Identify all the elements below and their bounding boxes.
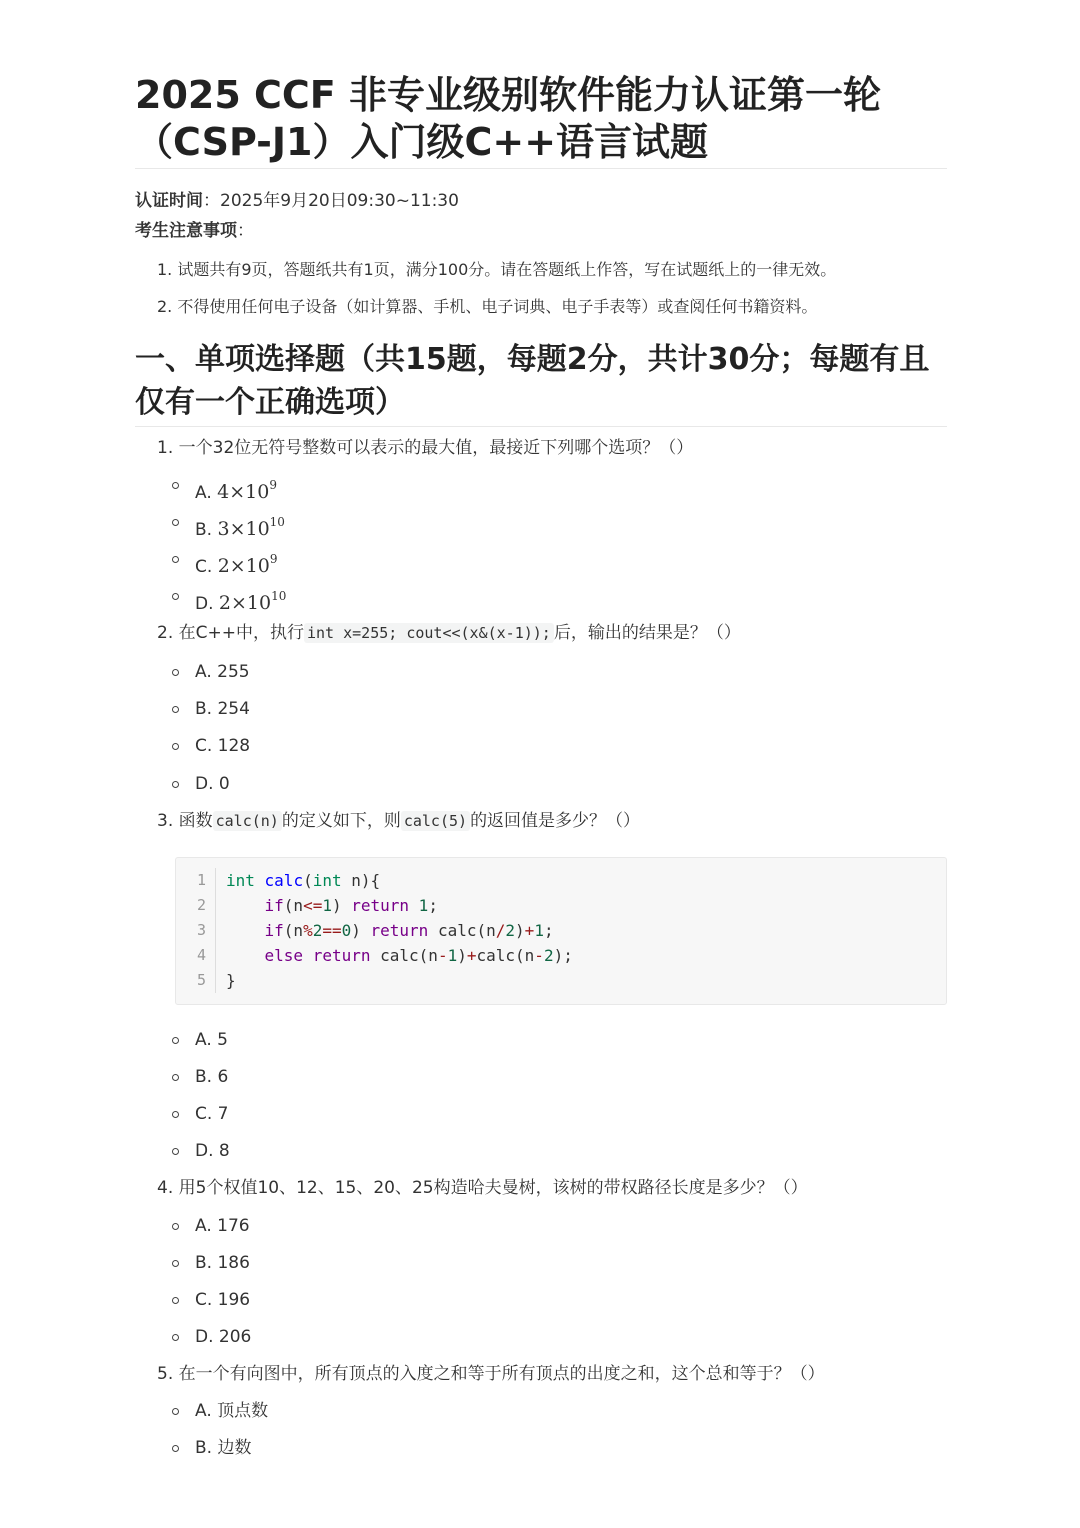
- question-2-option-c: C. 128: [195, 732, 250, 760]
- line-number: 3: [196, 921, 206, 939]
- code-line: if(n<=1) return 1;: [264, 896, 438, 915]
- question-4-option-b: B. 186: [195, 1249, 250, 1277]
- exam-time-label: 认证时间: [135, 191, 203, 211]
- question-5-option-a: A. 顶点数: [195, 1397, 268, 1425]
- line-number: 2: [196, 896, 206, 914]
- line-number-gutter: [176, 868, 216, 993]
- section-heading: [135, 338, 947, 427]
- bullet-icon: [172, 1223, 179, 1230]
- bullet-icon: [172, 482, 179, 489]
- code-line: int calc(int n){: [226, 871, 381, 890]
- bullet-icon: [172, 1037, 179, 1044]
- question-2-option-a: A. 255: [195, 658, 250, 686]
- section-heading-line-1: 一、单项选择题（共15题，每题2分，共计30分；每题有且: [135, 342, 930, 377]
- bullet-icon: [172, 1148, 179, 1155]
- bullet-icon: [172, 706, 179, 713]
- question-1-option-b: B. $3\times 10^{10}$: [195, 508, 285, 544]
- question-5-option-b: B. 边数: [195, 1434, 251, 1462]
- question-2-option-b: B. 254: [195, 695, 250, 723]
- bullet-icon: [172, 743, 179, 750]
- inline-code: calc(n): [213, 811, 282, 831]
- question-3-option-b: B. 6: [195, 1063, 228, 1091]
- question-1-option-c: C. $2\times 10^9$: [195, 545, 278, 581]
- notes-heading: 考生注意事项：: [135, 221, 254, 241]
- line-number: 5: [196, 971, 206, 989]
- question-1-text: 1. 一个32位无符号整数可以表示的最大值，最接近下列哪个选项？（）: [157, 438, 694, 458]
- code-line: if(n%2==0) return calc(n/2)+1;: [264, 921, 554, 940]
- notes-label: 考生注意事项: [135, 221, 237, 241]
- bullet-icon: [172, 519, 179, 526]
- question-4-option-d: D. 206: [195, 1323, 251, 1351]
- line-number: 4: [196, 946, 206, 964]
- bullet-icon: [172, 669, 179, 676]
- note-item: 2. 不得使用任何电子设备（如计算器、手机、电子词典、电子手表等）或查阅任何书籍资料。: [157, 297, 818, 316]
- bullet-icon: [172, 1334, 179, 1341]
- note-item: 1. 试题共有9页，答题纸共有1页，满分100分。请在答题纸上作答，写在试题纸上的一律无效。: [157, 260, 837, 279]
- question-4-option-a: A. 176: [195, 1212, 250, 1240]
- code-block: [175, 857, 947, 1005]
- code-line: else return calc(n-1)+calc(n-2);: [264, 946, 573, 965]
- question-5-text: 5. 在一个有向图中，所有顶点的入度之和等于所有顶点的出度之和，这个总和等于？（）: [157, 1364, 825, 1384]
- bullet-icon: [172, 556, 179, 563]
- bullet-icon: [172, 593, 179, 600]
- question-4-option-c: C. 196: [195, 1286, 250, 1314]
- question-4-text: 4. 用5个权值10、12、15、20、25构造哈夫曼树，该树的带权路径长度是多少？（）: [157, 1178, 808, 1198]
- question-1-option-a: A. $4\times 10^9$: [195, 471, 277, 507]
- question-2-text: 2. 在C++中，执行 int x=255; cout<<(x&(x-1)); 后，输出的结果是？（）: [157, 623, 741, 643]
- bullet-icon: [172, 1297, 179, 1304]
- question-1-option-d: D. $2\times 10^{10}$: [195, 582, 286, 618]
- title-line-1: 2025 CCF 非专业级别软件能力认证第一轮: [135, 73, 881, 117]
- bullet-icon: [172, 1408, 179, 1415]
- line-number: 1: [196, 871, 206, 889]
- question-3-option-c: C. 7: [195, 1100, 229, 1128]
- bullet-icon: [172, 1445, 179, 1452]
- inline-code: int x=255; cout<<(x&(x-1));: [304, 623, 554, 643]
- bullet-icon: [172, 1111, 179, 1118]
- code-line: }: [226, 971, 236, 990]
- notes-list: [157, 256, 836, 330]
- question-3-option-d: D. 8: [195, 1137, 230, 1165]
- question-2-option-d: D. 0: [195, 770, 230, 798]
- exam-time-value: 2025年9月20日09:30~11:30: [220, 191, 459, 211]
- page-title: [135, 72, 947, 169]
- bullet-icon: [172, 1074, 179, 1081]
- question-3-option-a: A. 5: [195, 1026, 228, 1054]
- bullet-icon: [172, 781, 179, 788]
- question-3-text: 3. 函数 calc(n) 的定义如下，则 calc(5) 的返回值是多少？（）: [157, 811, 641, 831]
- title-line-2: （CSP-J1）入门级C++语言试题: [135, 120, 709, 164]
- inline-code: calc(5): [401, 811, 470, 831]
- section-heading-line-2: 仅有一个正确选项）: [135, 385, 405, 420]
- bullet-icon: [172, 1260, 179, 1267]
- exam-time: 认证时间：2025年9月20日09:30~11:30: [135, 191, 459, 211]
